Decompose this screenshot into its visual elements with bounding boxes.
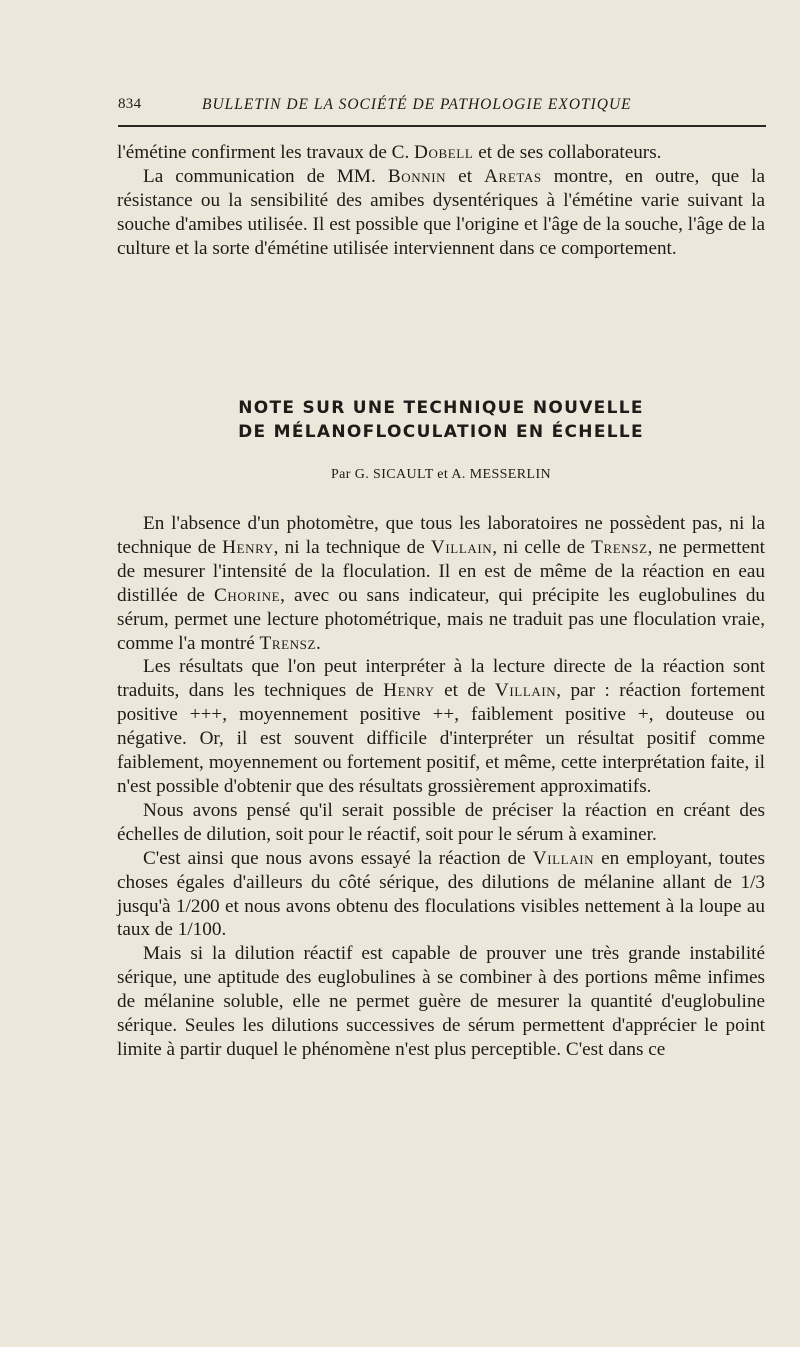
page-number: 834	[118, 96, 142, 112]
author-name: Dobell	[414, 142, 474, 163]
article-body	[117, 512, 765, 1062]
paragraph: La communication de MM. Bonnin et Aretas montre, en outre, que la résistance ou la sensibilité des amibes dysentériques à l'émétine varie suivant la souche d'amibes utilisée. Il est possible que l'origine et l'âge de la souche, l'âge de la culture et la sorte d'émétine utilisée interviennent dans ce comportement.	[117, 165, 765, 259]
paragraph: l'émétine confirment les travaux de C. Dobell et de ses collaborateurs.	[117, 142, 662, 163]
author-name: Villain	[494, 680, 557, 702]
paragraph: Les résultats que l'on peut interpréter à la lecture directe de la réaction sont traduits, dans les techniques de Henry et de Villain, par : réaction fortement positive +++, moyennement positive ++, faiblement positive +, douteuse ou négative. Or, il est souvent difficile d'interpréter un résultat positif comme faiblement, moyennement ou fortement positif, et même, cette interprétation faite, il n'est possible d'obtenir que des résultats grossièrement approximatifs.	[117, 656, 766, 797]
author-name: Trensz	[259, 632, 317, 654]
paragraph: En l'absence d'un photomètre, que tous les laboratoires ne possèdent pas, ni la technique de Henry, ni la technique de Villain, ni celle de Trensz, ne permettent de mesurer l'intensité de la floculation. Il en est de même de la réaction en eau distillée de Chorine, avec ou sans indicateur, qui précipite les euglobulines du sérum, permet une lecture photométrique, mais ne traduit pas une floculation vraie, comme l'a montré Trensz.	[117, 513, 766, 654]
article-title	[117, 396, 765, 444]
journal-title: BULLETIN DE LA SOCIÉTÉ DE PATHOLOGIE EXOTIQUE	[202, 96, 632, 113]
paragraph: C'est ainsi que nous avons essayé la réaction de Villain en employant, toutes choses égales d'ailleurs du côté sérique, des dilutions de mélanine allant de 1/3 jusqu'à 1/200 et nous avons obtenu des floculations visibles nettement à la loupe au taux de 1/100.	[117, 847, 765, 941]
title-line: NOTE SUR UNE TECHNIQUE NOUVELLE	[238, 398, 644, 418]
title-line: DE MÉLANOFLOCULATION EN ÉCHELLE	[238, 422, 644, 442]
author-name: Henry	[383, 680, 435, 702]
author-name: Trensz	[591, 536, 648, 558]
author-name: Villain	[430, 536, 493, 558]
article-byline: Par G. SICAULT et A. MESSERLIN	[330, 467, 552, 482]
previous-article-conclusion	[117, 141, 765, 261]
author-name: Aretas	[484, 165, 542, 187]
author-name: Henry	[222, 536, 274, 558]
header-rule	[118, 125, 766, 127]
paragraph: Mais si la dilution réactif est capable de prouver une très grande instabilité sérique, une aptitude des euglobulines à se combiner à des portions même infimes de mélanine soluble, elle ne permet guère de mesurer la quantité d'euglobuline sérique. Seules les dilutions successives de sérum permettent d'apprécier le point limite à partir duquel le phénomène n'est plus perceptible. C'est dans ce	[117, 943, 765, 1060]
author-name: Chorine	[214, 584, 281, 606]
running-header	[118, 92, 766, 120]
author-name: Villain	[532, 847, 595, 869]
author-name: Bonnin	[387, 165, 447, 187]
paragraph: Nous avons pensé qu'il serait possible de préciser la réaction en créant des échelles de dilution, soit pour le réactif, soit pour le sérum à examiner.	[117, 799, 765, 845]
